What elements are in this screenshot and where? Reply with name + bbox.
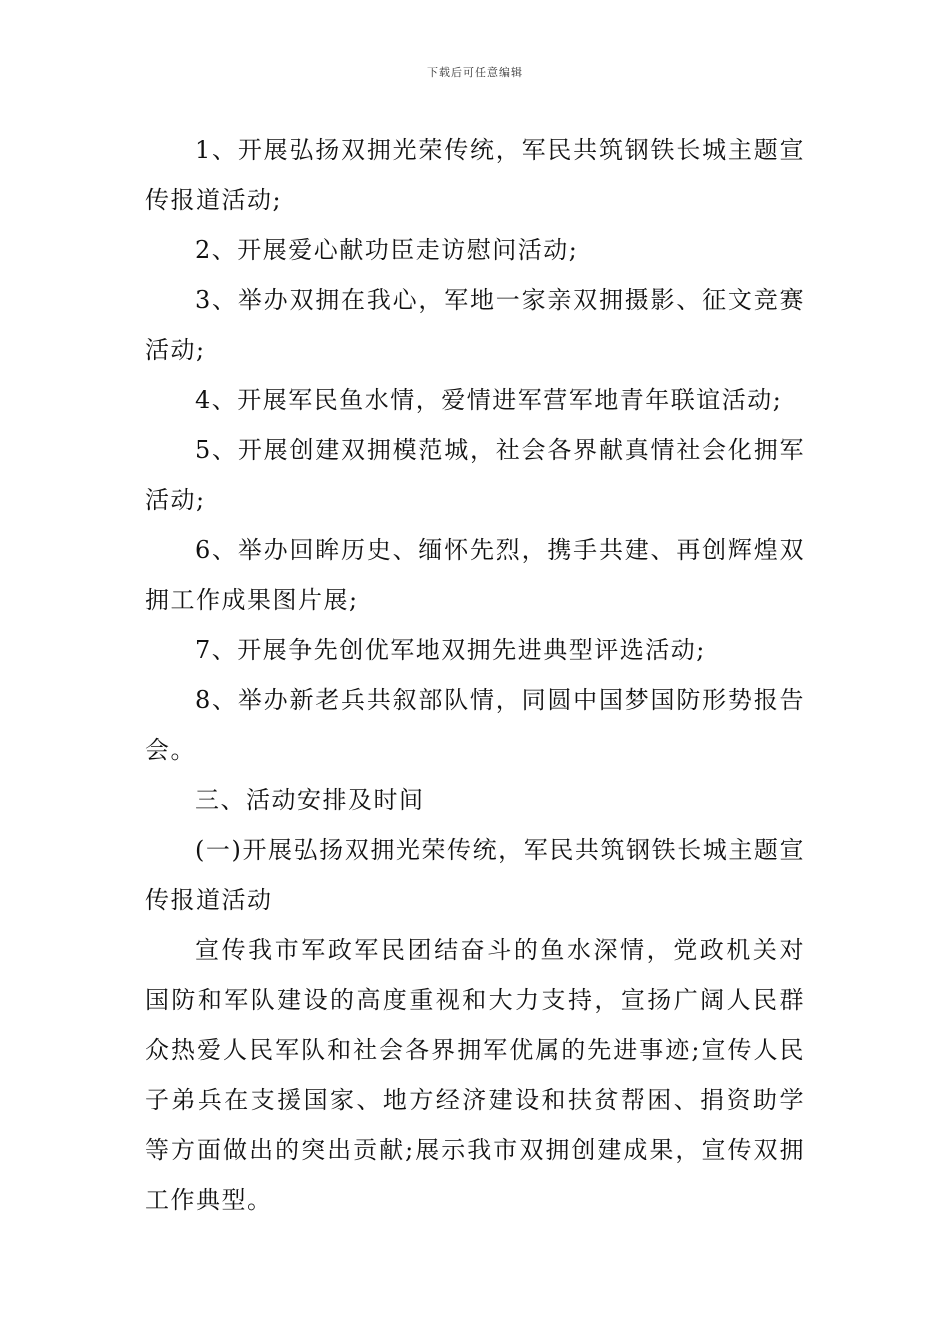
subsection-heading: (一)开展弘扬双拥光荣传统，军民共筑钢铁长城主题宣传报道活动 (145, 836, 805, 914)
list-item-8: 8、举办新老兵共叙部队情，同圆中国梦国防形势报告会。 (145, 686, 805, 764)
list-item-4: 4、开展军民鱼水情，爱情进军营军地青年联谊活动; (195, 386, 783, 414)
list-item-6: 6、举办回眸历史、缅怀先烈，携手共建、再创辉煌双拥工作成果图片展; (145, 536, 805, 614)
document-body (145, 125, 805, 1225)
list-item-1: 1、开展弘扬双拥光荣传统，军民共筑钢铁长城主题宣传报道活动; (145, 136, 805, 214)
body-paragraph: 宣传我市军政军民团结奋斗的鱼水深情，党政机关对国防和军队建设的高度重视和大力支持，宣扬广阔人民群众热爱人民军队和社会各界拥军优属的先进事迹;宣传人民子弟兵在支援国家、地方经济建设和扶贫帮困、捐资助学等方面做出的突出贡献;展示我市双拥创建成果，宣传双拥工作典型。 (145, 936, 805, 1214)
list-item-3: 3、举办双拥在我心，军地一家亲双拥摄影、征文竞赛活动; (145, 286, 805, 364)
list-item-2: 2、开展爱心献功臣走访慰问活动; (195, 236, 579, 264)
section-heading: 三、活动安排及时间 (195, 786, 425, 814)
list-item-7: 7、开展争先创优军地双拥先进典型评选活动; (195, 636, 706, 664)
page-header-note: 下载后可任意编辑 (427, 66, 523, 79)
list-item-5: 5、开展创建双拥模范城，社会各界献真情社会化拥军活动; (145, 436, 805, 514)
